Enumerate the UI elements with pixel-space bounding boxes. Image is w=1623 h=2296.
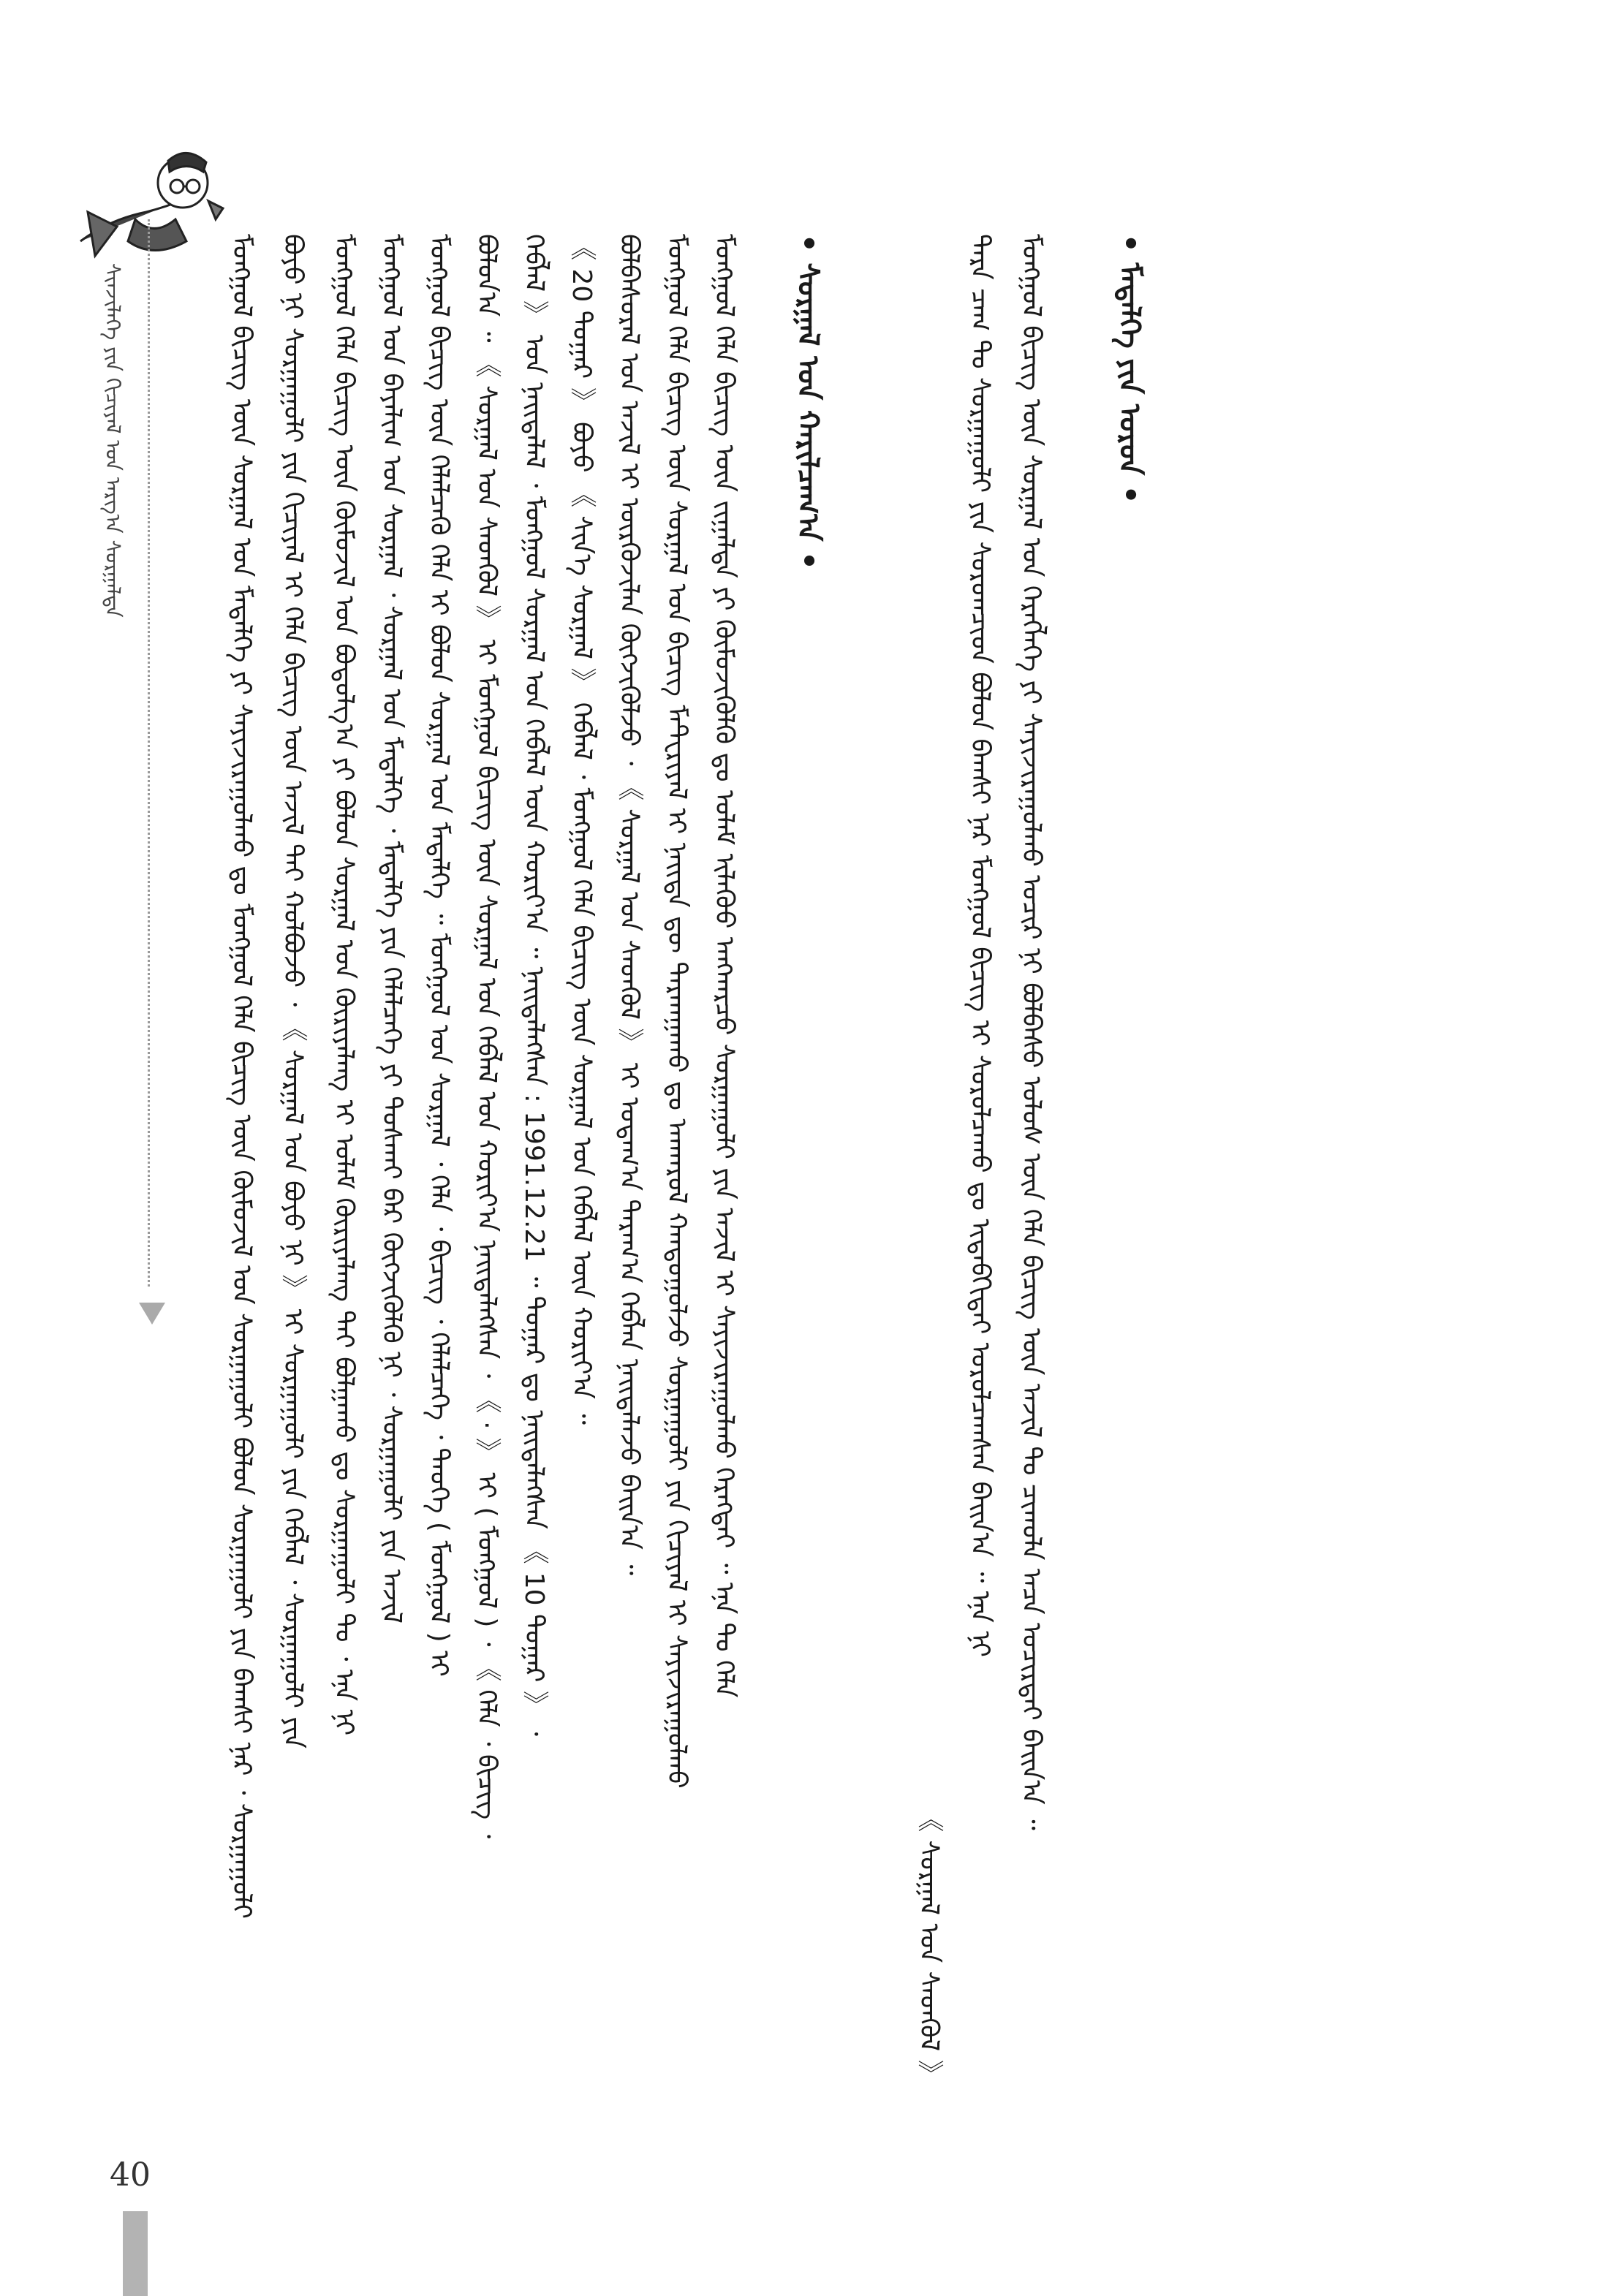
text-column: 《 ᠰᠤᠷᠭᠠᠯ ᠤᠨ ᠰᠡᠳᠬᠦᠯ 》 <box>914 1806 944 2086</box>
text-column: ᠪᠤᠶᠤ ᠨᠢ ᠰᠤᠷᠭᠠᠭᠤᠯᠢ ᠶᠢᠨ ᠬᠢᠴᠢᠶᠡᠯ ᠢ ᠬᠡᠯᠡ ᠪᠢᠴᠢᠭ᠌ ᠦᠨ ᠠᠵᠢᠯ ᠲᠠᠢ ᠬᠣᠯᠪᠣᠵᠤ ᠂ 《 ᠰᠤᠷᠭᠠᠯ ᠤᠨ ᠪᠤᠶᠤ ᠨᠢ 》 ᠢ ᠰᠤᠷᠭᠠᠭᠤᠯᠢ ᠶᠢᠨ ᠬᠡᠪᠯᠡᠯ ᠂ ᠰᠤᠷᠭᠠᠭᠤᠯᠢ ᠶᠢᠨ <box>278 234 308 1749</box>
text-column: ᠮᠣᠩᠭᠣᠯ ᠬᠡᠯᠡ ᠪᠢᠴᠢᠭ᠌ ᠦᠨ ᠵᠢᠭᠠᠯᠲᠠ ᠶᠢ ᠬᠦᠮᠦᠵᠢᠭᠦᠯᠬᠦ ᠳᠤ ᠤᠯᠠᠮ ᠢᠯᠡᠭᠦᠦ ᠠᠩᠬᠠᠷᠴᠤ ᠰᠤᠷᠭᠠᠭᠤᠯᠢ ᠶᠢᠨ ᠠᠵᠢᠯ ᠢ ᠰᠠᠶᠢᠵᠢᠷᠠᠭᠤᠯᠬᠤ ᠬᠡᠷᠡᠭᠲᠡᠢ ᠃ ᠡᠨᠡ ᠲᠤ ᠬᠡᠯᠡ <box>709 234 739 1698</box>
arrow-marker-icon <box>139 1303 165 1325</box>
page-edge-tab <box>123 2211 148 2296</box>
text-column: ᠮᠣᠩᠭᠣᠯ ᠬᠡᠯᠡ ᠪᠢᠴᠢᠭ᠌ ᠦᠨ ᠬᠦᠮᠦᠵᠢᠯ ᠤᠨ ᠪᠣᠳᠤᠯᠭ᠎ᠠ ᠶᠢ ᠪᠤᠯᠤᠨ ᠰᠤᠷᠭᠠᠯ ᠤᠨ ᠬᠦᠷᠢᠶᠡᠯᠡᠩ ᠢ ᠤᠯᠠᠮ ᠬᠦᠷᠢᠶᠡᠯᠡᠩ ᠲᠡᠢ ᠪᠣᠯᠭᠠᠬᠤ ᠳᠤ ᠰᠤᠷᠭᠠᠭᠤᠯᠢ ᠲᠤ ᠂ ᠡᠨᠡ ᠨᠢ <box>329 234 359 1736</box>
text-column: ᠪᠣᠯᠤᠨ᠎ᠠ ᠃ 《 ᠰᠤᠷᠭᠠᠯ ᠤᠨ ᠰᠡᠳᠬᠦᠯ 》 ᠢ ᠮᠣᠩᠭᠣᠯ ᠪᠢᠴᠢᠭ᠌ ᠦᠨ ᠰᠤᠷᠭᠠᠯ ᠤᠨ ᠬᠡᠪᠯᠡᠯ ᠤᠨ ᠬᠣᠷᠢᠶ᠎ᠠ ᠨᠡᠢᠲᠡᠯᠡᠭᠰᠡᠨ ᠂ 《 · 》 ᠢ ( ᠮᠣᠩᠭᠣᠯ ) ᠂ 《 ᠬᠡᠯᠡ ᠂ ᠪᠢᠴᠢᠭ᠌ ᠂ <box>472 234 502 1839</box>
text-column: ᠪᠣᠯᠪᠠᠰᠤᠷᠠᠯ ᠤᠨ ᠠᠵᠢᠯ ᠢ ᠦᠷᠭᠦᠵᠢᠯᠡᠨ ᠬᠦᠭᠵᠢᠭᠦᠯᠵᠦ ᠂ 《 ᠰᠤᠷᠭᠠᠯ ᠤᠨ ᠰᠡᠳᠬᠦᠯ 》 ᠢ ᠤᠳᠠᠭ᠎ᠠ ᠳᠠᠷᠠᠭ᠎ᠠ ᠬᠡᠪᠯᠡᠨ ᠨᠡᠢᠲᠡᠯᠡᠵᠦ ᠪᠠᠢᠨ᠎ᠠ ᠃ <box>614 234 644 1576</box>
text-column: ᠮᠣᠩᠭᠣᠯ ᠪᠢᠴᠢᠭ᠌ ᠦᠨ ᠬᠡᠯᠡᠯᠴᠡᠬᠦ ᠬᠡᠯᠡ ᠢ ᠪᠤᠯᠤᠨ ᠰᠤᠷᠭᠠᠯ ᠤᠨ ᠮᠡᠳᠡᠯᠭᠡ ᠃ ᠮᠣᠩᠭᠣᠯ ᠤᠨ ᠰᠤᠷᠭᠠᠯ ᠂ ᠬᠡᠯᠡ ᠂ ᠪᠢᠴᠢᠭ᠌ ᠂ ᠬᠡᠯᠡᠯᠴᠡᠭᠡ ᠂ ᠲᠡᠦᠬᠡ ( ᠮᠣᠩᠭᠣᠯ ) ᠢ <box>424 234 454 1677</box>
section-heading: • ᠰᠤᠷᠭᠠᠯ ᠤᠨ ᠬᠠᠷᠢᠯᠴᠠᠭ᠎ᠠ • <box>791 234 825 570</box>
text-column: ᠮᠣᠩᠭᠣᠯ ᠪᠢᠴᠢᠭ᠌ ᠦᠨ ᠰᠤᠷᠭᠠᠯ ᠤᠨ ᠮᠡᠳᠡᠯᠭᠡ ᠶᠢ ᠰᠠᠶᠢᠵᠢᠷᠠᠭᠤᠯᠬᠤ ᠳᠤ ᠮᠣᠩᠭᠣᠯ ᠬᠡᠯᠡ ᠪᠢᠴᠢᠭ᠌ ᠦᠨ ᠬᠦᠮᠦᠵᠢᠯ ᠤᠨ ᠰᠤᠷᠭᠠᠭᠤᠯᠢ ᠪᠤᠯᠤᠨ ᠰᠤᠷᠭᠠᠭᠤᠯᠢ ᠶᠢᠨ ᠪᠠᠭᠰᠢ ᠨᠠᠷ ᠂ ᠰᠤᠷᠭᠠᠭᠤᠯᠢ <box>227 234 257 1920</box>
running-head: ᠰᠢᠨᠵᠢᠯᠡᠭᠡ ᠶᠢᠨ ᠬᠢᠴᠢᠶᠡᠯ ᠤᠨ ᠠᠷᠭ᠎ᠠ ᠰᠤᠷᠭᠠᠯᠲᠠ <box>101 263 125 618</box>
text-column: ᠬᠡᠪᠯᠡᠯ 》 ᠤᠨ ᠨᠡᠢᠲᠡᠯᠡᠯ ᠂ ᠮᠣᠩᠭᠣᠯ ᠰᠤᠷᠭᠠᠯ ᠤᠨ ᠬᠡᠪᠯᠡᠯ ᠦᠨ ᠬᠣᠷᠢᠶ᠎ᠠ ᠃ ᠨᠡᠢᠲᠡᠯᠡᠭᠰᠡᠨ : 1991.12.21 ᠃ ᠳᠤᠭᠠᠷ ᠳᠤ ᠨᠡᠢᠲᠡᠯᠡᠭᠰᠡᠨ 《 10 ᠳᠤᠭᠠᠷ 》 ᠂ <box>519 234 549 1736</box>
text-column: ᠮᠣᠩᠭᠣᠯ ᠤᠨ ᠪᠠᠶᠠᠯᠢᠭ ᠤᠨ ᠰᠤᠷᠭᠠᠯ ᠂ ᠰᠤᠷᠭᠠᠯ ᠤᠨ ᠮᠡᠳᠡᠯᠭᠡ ᠂ ᠮᠡᠳᠡᠯᠭᠡ ᠶᠢᠨ ᠬᠡᠯᠡᠯᠴᠡᠭᠡ ᠶᠢ ᠲᠤᠰᠬᠠᠢ ᠪᠡᠷ ᠬᠦᠭᠵᠢᠭᠦᠯᠬᠦ ᠨᠢ ᠂ ᠰᠤᠷᠭᠠᠭᠤᠯᠢ ᠶᠢᠨ ᠠᠵᠢᠯ <box>377 234 406 1624</box>
text-column: 《 20 ᠳᠤᠭᠠᠷ 》 ᠪᠤᠶᠤ 《 ᠰᠢᠨ᠎ᠡ ᠰᠤᠷᠭᠠᠯ 》 ᠬᠡᠪᠯᠡᠯ ᠂ ᠮᠣᠩᠭᠣᠯ ᠬᠡᠯᠡ ᠪᠢᠴᠢᠭ᠌ ᠦᠨ ᠰᠤᠷᠭᠠᠯ ᠤᠨ ᠬᠡᠪᠯᠡᠯ ᠦᠨ ᠬᠣᠷᠢᠶ᠎ᠠ ᠃ <box>567 234 597 1425</box>
section-heading: • ᠮᠡᠳᠡᠯᠭᠡ ᠶᠢᠨ ᠣᠷᠤᠨ • <box>1113 234 1146 504</box>
text-column: ᠲᠡᠷᠡ ᠴᠠᠭ ᠲᠤ ᠰᠤᠷᠭᠠᠭᠤᠯᠢ ᠶᠢᠨ ᠰᠤᠷᠤᠭᠴᠢᠳ ᠪᠤᠯᠤᠨ ᠪᠠᠭᠰᠢ ᠨᠠᠷ ᠮᠣᠩᠭᠣᠯ ᠪᠢᠴᠢᠭ᠌ ᠢ ᠰᠤᠷᠤᠯᠴᠠᠬᠤ ᠳᠤ ᠢᠳᠡᠪᠬᠢᠲᠡᠢ ᠣᠷᠣᠯᠴᠠᠭᠰᠠᠨ ᠪᠠᠢᠨ᠎ᠠ ᠃ ᠡᠨᠡ ᠨᠢ <box>965 234 995 1658</box>
divider-dotted <box>148 219 150 1287</box>
text-column: ᠮᠣᠩᠭᠣᠯ ᠬᠡᠯᠡ ᠪᠢᠴᠢᠭ᠌ ᠦᠨ ᠰᠤᠷᠭᠠᠯ ᠤᠨ ᠪᠢᠴᠢᠭ᠌ ᠮᠠᠲ᠋ᠧᠷᠢᠶᠠᠯ ᠢ ᠨᠡᠢᠲᠡ ᠳᠦ ᠲᠠᠷᠬᠠᠭᠠᠬᠤ ᠳᠤ ᠠᠨᠬᠠᠷᠤᠯ ᠬᠠᠨᠳᠤᠭᠤᠯᠵᠤ ᠰᠤᠷᠭᠠᠭᠤᠯᠢ ᠶᠢᠨ ᠬᠢᠴᠢᠶᠡᠯ ᠢ ᠰᠠᠶᠢᠵᠢᠷᠠᠭᠤᠯᠬᠤ <box>662 234 692 1789</box>
page-number: 40 <box>110 2156 151 2194</box>
text-column: ᠮᠣᠩᠭᠣᠯ ᠪᠢᠴᠢᠭ᠌ ᠦᠨ ᠰᠤᠷᠭᠠᠯ ᠤᠨ ᠬᠡᠷᠡᠭᠯᠡᠭᠡ ᠶᠢ ᠰᠠᠶᠢᠵᠢᠷᠠᠭᠤᠯᠬᠤ ᠤᠴᠢᠷ ᠨᠢ ᠪᠣᠯᠪᠠᠰᠤ ᠤᠯᠤᠰ ᠦᠨ ᠬᠡᠯᠡ ᠪᠢᠴᠢᠭ᠌ ᠦᠨ ᠠᠵᠢᠯ ᠲᠤ ᠴᠢᠬᠤᠯᠠ ᠠᠴᠠ ᠤᠴᠢᠷᠲᠠᠢ ᠪᠠᠢᠨ᠎ᠠ ᠃ <box>1016 234 1046 1830</box>
cartoon-student-mascot-icon <box>66 132 234 278</box>
